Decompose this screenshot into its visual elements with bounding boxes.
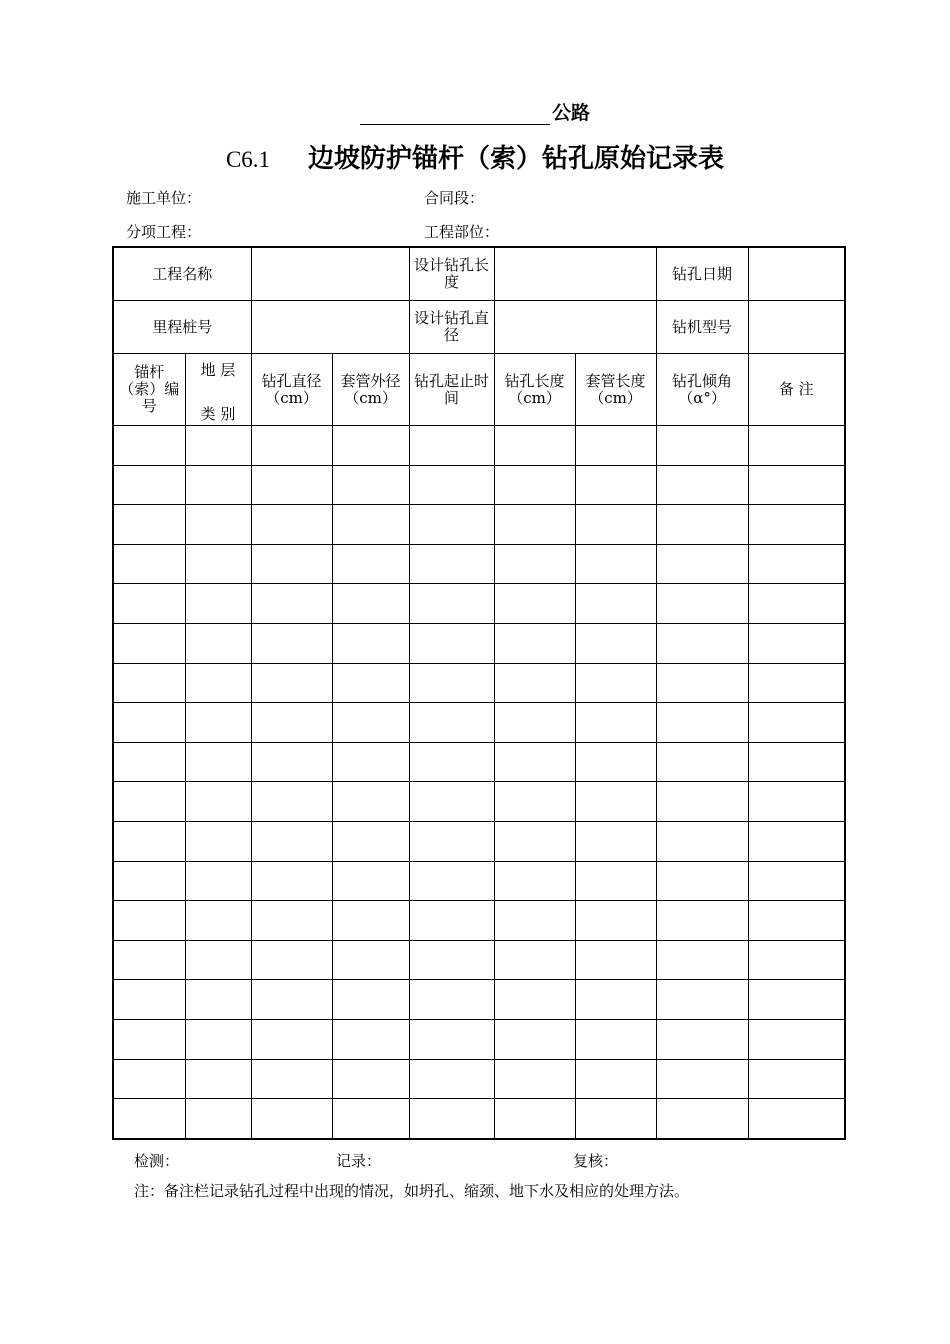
table-row — [113, 544, 845, 584]
table-cell[interactable] — [409, 742, 494, 782]
table-cell[interactable] — [251, 861, 332, 901]
table-cell[interactable] — [748, 1099, 845, 1139]
table-cell[interactable] — [494, 1019, 575, 1059]
design-diameter-cell[interactable] — [494, 301, 656, 354]
table-cell[interactable] — [332, 1099, 409, 1139]
table-cell[interactable] — [185, 544, 251, 584]
table-cell[interactable] — [185, 940, 251, 980]
table-cell[interactable] — [332, 505, 409, 545]
construction-unit-label: 施工单位： — [126, 189, 202, 207]
table-cell[interactable] — [332, 901, 409, 941]
table-cell[interactable] — [113, 426, 185, 466]
table-cell[interactable] — [409, 940, 494, 980]
table-cell[interactable] — [113, 1059, 185, 1099]
table-cell[interactable] — [251, 901, 332, 941]
table-row — [113, 703, 845, 743]
table-row — [113, 1019, 845, 1059]
design-length-label: 设计钻孔长度 — [409, 247, 494, 301]
table-cell[interactable] — [656, 584, 748, 624]
table-cell[interactable] — [656, 465, 748, 505]
road-name-line — [0, 98, 950, 125]
table-cell[interactable] — [656, 782, 748, 822]
table-row — [113, 940, 845, 980]
table-cell[interactable] — [332, 821, 409, 861]
table-cell[interactable] — [409, 584, 494, 624]
table-cell[interactable] — [113, 980, 185, 1020]
table-cell[interactable] — [185, 505, 251, 545]
table-cell[interactable] — [185, 861, 251, 901]
col-remarks: 备 注 — [748, 354, 845, 426]
table-cell[interactable] — [494, 703, 575, 743]
table-cell[interactable] — [575, 782, 656, 822]
table-cell[interactable] — [185, 1099, 251, 1139]
table-cell[interactable] — [409, 782, 494, 822]
table-cell[interactable] — [656, 426, 748, 466]
table-cell[interactable] — [575, 940, 656, 980]
table-cell[interactable] — [656, 505, 748, 545]
table-cell[interactable] — [185, 980, 251, 1020]
table-cell[interactable] — [748, 1019, 845, 1059]
table-cell[interactable] — [113, 663, 185, 703]
table-cell[interactable] — [656, 544, 748, 584]
table-row — [113, 505, 845, 545]
table-row — [113, 742, 845, 782]
table-cell[interactable] — [113, 861, 185, 901]
table-cell[interactable] — [251, 663, 332, 703]
table-cell[interactable] — [656, 663, 748, 703]
table-cell[interactable] — [748, 901, 845, 941]
table-cell[interactable] — [494, 940, 575, 980]
table-cell[interactable] — [251, 1059, 332, 1099]
table-cell[interactable] — [748, 544, 845, 584]
table-cell[interactable] — [409, 1059, 494, 1099]
table-cell[interactable] — [185, 703, 251, 743]
road-name-blank[interactable] — [360, 104, 550, 125]
drill-date-cell[interactable] — [748, 247, 845, 301]
table-cell[interactable] — [185, 742, 251, 782]
table-cell[interactable] — [251, 584, 332, 624]
design-diameter-label: 设计钻孔直径 — [409, 301, 494, 354]
table-cell[interactable] — [409, 861, 494, 901]
sub-project-label: 分项工程： — [126, 223, 202, 241]
table-cell[interactable] — [409, 544, 494, 584]
table-row — [113, 465, 845, 505]
table-cell[interactable] — [575, 861, 656, 901]
table-cell[interactable] — [575, 584, 656, 624]
drill-date-label: 钻孔日期 — [656, 247, 748, 301]
table-cell[interactable] — [748, 821, 845, 861]
col-hole-length: 钻孔长度（cm） — [494, 354, 575, 426]
table-cell[interactable] — [575, 544, 656, 584]
table-cell[interactable] — [251, 940, 332, 980]
table-cell[interactable] — [656, 1019, 748, 1059]
table-cell[interactable] — [113, 505, 185, 545]
table-cell[interactable] — [656, 940, 748, 980]
project-name-cell[interactable] — [251, 247, 409, 301]
project-name-label: 工程名称 — [113, 247, 251, 301]
drilling-record-table — [112, 246, 846, 1140]
table-cell[interactable] — [113, 940, 185, 980]
table-cell[interactable] — [748, 782, 845, 822]
table-row — [113, 861, 845, 901]
table-cell[interactable] — [185, 623, 251, 663]
table-cell[interactable] — [494, 861, 575, 901]
table-cell[interactable] — [575, 1059, 656, 1099]
table-cell[interactable] — [656, 742, 748, 782]
table-cell[interactable] — [656, 703, 748, 743]
table-cell[interactable] — [748, 465, 845, 505]
table-cell[interactable] — [575, 505, 656, 545]
table-cell[interactable] — [251, 1019, 332, 1059]
table-cell[interactable] — [748, 623, 845, 663]
table-cell[interactable] — [575, 623, 656, 663]
table-cell[interactable] — [185, 821, 251, 861]
table-cell[interactable] — [656, 821, 748, 861]
col-casing-od: 套管外径（cm） — [332, 354, 409, 426]
col-start-end-time: 钻孔起止时间 — [409, 354, 494, 426]
table-cell[interactable] — [494, 782, 575, 822]
table-cell[interactable] — [113, 703, 185, 743]
table-cell[interactable] — [575, 1019, 656, 1059]
table-cell[interactable] — [332, 426, 409, 466]
table-cell[interactable] — [185, 1019, 251, 1059]
col-hole-diameter: 钻孔直径（cm） — [251, 354, 332, 426]
table-cell[interactable] — [332, 544, 409, 584]
table-cell[interactable] — [185, 426, 251, 466]
table-cell[interactable] — [113, 821, 185, 861]
table-cell[interactable] — [332, 584, 409, 624]
table-row — [113, 980, 845, 1020]
table-cell[interactable] — [575, 1099, 656, 1139]
table-cell[interactable] — [409, 465, 494, 505]
table-cell[interactable] — [332, 980, 409, 1020]
table-cell[interactable] — [113, 1019, 185, 1059]
road-suffix: 公路 — [551, 102, 590, 124]
table-cell[interactable] — [113, 782, 185, 822]
table-cell[interactable] — [748, 1059, 845, 1099]
table-cell[interactable] — [656, 623, 748, 663]
table-cell[interactable] — [748, 663, 845, 703]
table-cell[interactable] — [494, 1099, 575, 1139]
table-cell[interactable] — [332, 623, 409, 663]
info-row-2 — [113, 301, 845, 354]
form-name: 边坡防护锚杆（索）钻孔原始记录表 — [308, 144, 725, 174]
table-cell[interactable] — [409, 1019, 494, 1059]
table-cell[interactable] — [575, 703, 656, 743]
reviewer-label: 复核： — [573, 1152, 619, 1170]
table-cell[interactable] — [494, 505, 575, 545]
table-cell[interactable] — [575, 901, 656, 941]
table-cell[interactable] — [494, 465, 575, 505]
table-cell[interactable] — [656, 1059, 748, 1099]
table-row — [113, 623, 845, 663]
table-cell[interactable] — [409, 663, 494, 703]
project-part-label: 工程部位： — [424, 223, 500, 241]
table-cell[interactable] — [113, 901, 185, 941]
table-cell[interactable] — [409, 623, 494, 663]
table-cell[interactable] — [251, 544, 332, 584]
table-cell[interactable] — [575, 465, 656, 505]
mileage-label: 里程桩号 — [113, 301, 251, 354]
table-cell[interactable] — [251, 505, 332, 545]
table-row — [113, 426, 845, 466]
table-cell[interactable] — [185, 465, 251, 505]
recorder-label: 记录： — [336, 1152, 382, 1170]
column-header-row — [113, 354, 845, 426]
table-cell[interactable] — [251, 703, 332, 743]
table-row — [113, 821, 845, 861]
table-cell[interactable] — [113, 465, 185, 505]
table-cell[interactable] — [113, 1099, 185, 1139]
table-cell[interactable] — [748, 703, 845, 743]
table-cell[interactable] — [251, 1099, 332, 1139]
table-cell[interactable] — [656, 1099, 748, 1139]
table-cell[interactable] — [575, 821, 656, 861]
data-rows — [113, 426, 845, 1139]
table-row — [113, 1059, 845, 1099]
table-cell[interactable] — [575, 742, 656, 782]
table-cell[interactable] — [185, 1059, 251, 1099]
col-casing-length: 套管长度（cm） — [575, 354, 656, 426]
table-cell[interactable] — [748, 426, 845, 466]
table-cell[interactable] — [748, 980, 845, 1020]
rig-model-label: 钻机型号 — [656, 301, 748, 354]
col-stratum-top: 地 层 — [200, 361, 236, 379]
info-row-1 — [113, 247, 845, 301]
table-cell[interactable] — [332, 1019, 409, 1059]
table-cell[interactable] — [494, 623, 575, 663]
table-cell[interactable] — [575, 663, 656, 703]
table-cell[interactable] — [185, 663, 251, 703]
table-row — [113, 584, 845, 624]
table-cell[interactable] — [332, 782, 409, 822]
table-cell[interactable] — [251, 742, 332, 782]
table-cell[interactable] — [656, 901, 748, 941]
table-cell[interactable] — [185, 584, 251, 624]
table-cell[interactable] — [494, 742, 575, 782]
mileage-cell[interactable] — [251, 301, 409, 354]
table-cell[interactable] — [332, 940, 409, 980]
table-cell[interactable] — [332, 1059, 409, 1099]
table-cell[interactable] — [332, 465, 409, 505]
col-anchor-no: 锚杆（索）编号 — [113, 354, 185, 426]
table-cell[interactable] — [494, 901, 575, 941]
table-cell[interactable] — [494, 584, 575, 624]
table-cell[interactable] — [748, 584, 845, 624]
table-cell[interactable] — [494, 1059, 575, 1099]
col-stratum — [185, 354, 251, 426]
design-length-cell[interactable] — [494, 247, 656, 301]
col-inclination: 钻孔倾角（α°） — [656, 354, 748, 426]
table-cell[interactable] — [332, 663, 409, 703]
contract-section-label: 合同段： — [424, 189, 485, 207]
table-cell[interactable] — [332, 703, 409, 743]
table-cell[interactable] — [251, 782, 332, 822]
form-title — [0, 138, 950, 175]
table-cell[interactable] — [409, 426, 494, 466]
table-cell[interactable] — [113, 742, 185, 782]
table-cell[interactable] — [748, 505, 845, 545]
table-cell[interactable] — [575, 980, 656, 1020]
table-cell[interactable] — [251, 821, 332, 861]
table-cell[interactable] — [494, 544, 575, 584]
table-cell[interactable] — [251, 980, 332, 1020]
table-cell[interactable] — [409, 980, 494, 1020]
table-row — [113, 663, 845, 703]
table-cell[interactable] — [494, 980, 575, 1020]
table-cell[interactable] — [748, 861, 845, 901]
footnote: 注：备注栏记录钻孔过程中出现的情况，如坍孔、缩颈、地下水及相应的处理方法。 — [134, 1182, 690, 1200]
table-cell[interactable] — [332, 861, 409, 901]
table-cell[interactable] — [494, 663, 575, 703]
table-cell[interactable] — [656, 861, 748, 901]
table-cell[interactable] — [251, 465, 332, 505]
table-cell[interactable] — [494, 426, 575, 466]
table-cell[interactable] — [185, 901, 251, 941]
tester-label: 检测： — [134, 1152, 180, 1170]
table-cell[interactable] — [113, 623, 185, 663]
table-cell[interactable] — [748, 742, 845, 782]
col-stratum-bottom: 类 别 — [200, 405, 236, 423]
table-row — [113, 1099, 845, 1139]
table-cell[interactable] — [748, 940, 845, 980]
table-cell[interactable] — [251, 426, 332, 466]
table-row — [113, 901, 845, 941]
table-cell[interactable] — [409, 901, 494, 941]
table-cell[interactable] — [656, 980, 748, 1020]
table-cell[interactable] — [185, 782, 251, 822]
rig-model-cell[interactable] — [748, 301, 845, 354]
table-cell[interactable] — [113, 584, 185, 624]
table-cell[interactable] — [409, 821, 494, 861]
table-cell[interactable] — [409, 505, 494, 545]
table-cell[interactable] — [251, 623, 332, 663]
table-row — [113, 782, 845, 822]
table-cell[interactable] — [575, 426, 656, 466]
table-cell[interactable] — [332, 742, 409, 782]
table-cell[interactable] — [494, 821, 575, 861]
table-cell[interactable] — [409, 703, 494, 743]
table-cell[interactable] — [113, 544, 185, 584]
table-cell[interactable] — [409, 1099, 494, 1139]
form-code: C6.1 — [225, 147, 271, 172]
